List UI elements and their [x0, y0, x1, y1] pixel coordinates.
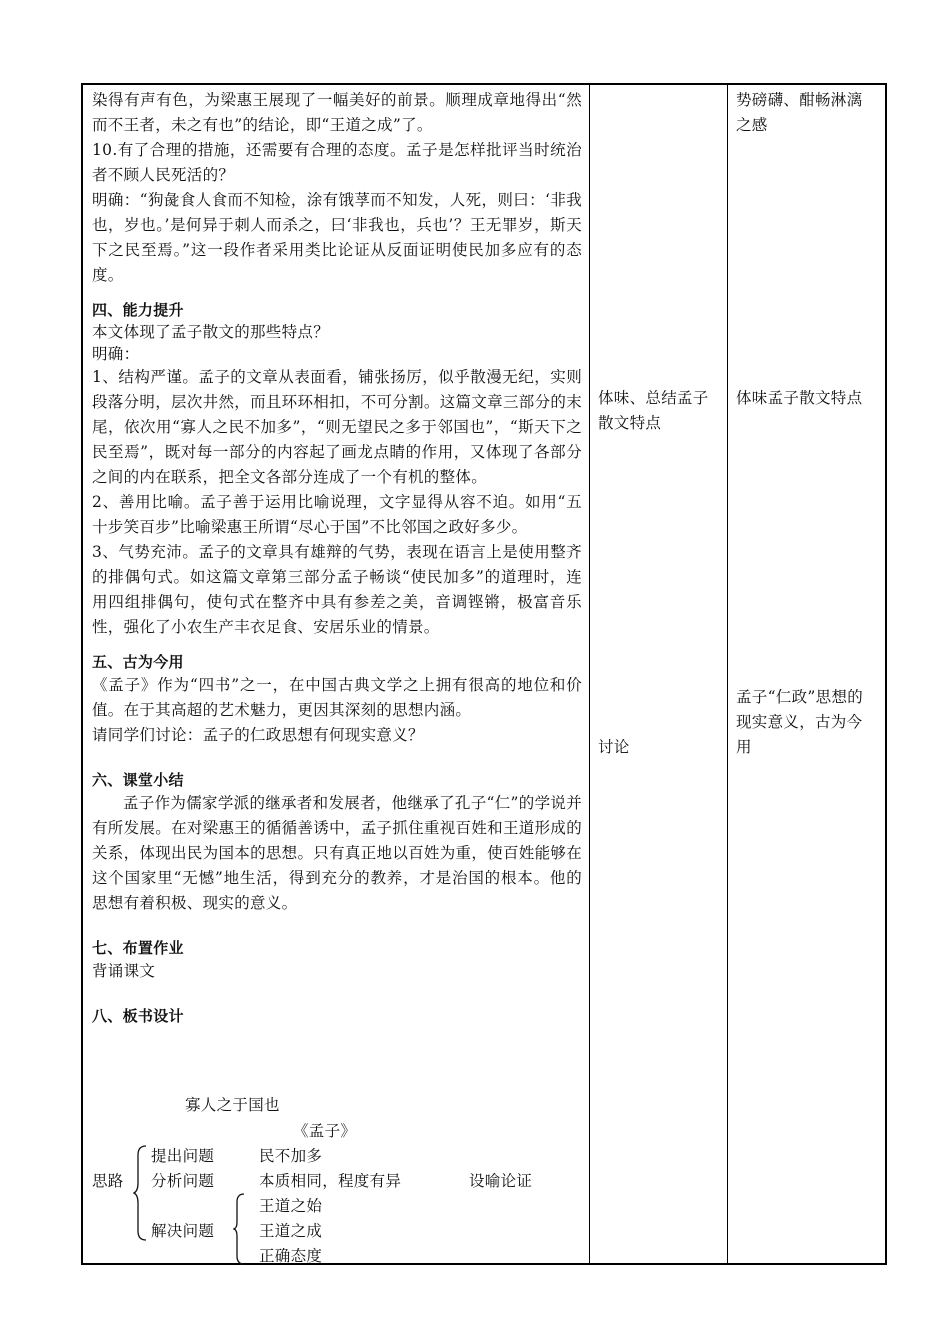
paragraph: 染得有声有色，为梁惠王展现了一幅美好的前景。顺理成章地得出“然而不王者，未之有也”的结论，即“王道之成”了。 — [92, 91, 582, 134]
section-heading: 四、能力提升 — [92, 301, 184, 319]
paragraph: 明确： — [92, 345, 140, 363]
board-answer-2: 本质相同，程度有异 — [259, 1172, 402, 1190]
paragraph: 2、善用比喻。孟子善于运用比喻说理，文字显得从容不迫。如用“五十步笑百步”比喻梁惠王所谓“尽心于国”不比邻国之政好多少。 — [92, 493, 582, 536]
intent-cell: 孟子“仁政”思想的现实意义，古为今用 — [736, 688, 864, 756]
board-answer-3: 王道之始 — [259, 1197, 323, 1215]
section-heading: 八、板书设计 — [92, 1007, 184, 1025]
activity-cell: 讨论 — [598, 738, 630, 756]
paragraph: 《孟子》作为“四书”之一，在中国古典文学之上拥有很高的地位和价值。在于其高超的艺术魅力，更因其深刻的思想内涵。 — [92, 676, 582, 719]
board-design — [83, 85, 583, 1263]
column-divider — [727, 85, 728, 1263]
board-step-1: 提出问题 — [151, 1147, 215, 1165]
paragraph: 明确：“狗彘食人食而不知检，涂有饿莩而不知发，人死，则曰：‘非我也，岁也。’是何异于刺人而杀之，曰‘非我也，兵也’？王无罪岁，斯天下之民至焉。”这一段作者采用类比论证从反面证明使民加多应有的态度。 — [92, 191, 582, 284]
brace-icon — [233, 1192, 247, 1266]
activity-cell: 体味、总结孟子散文特点 — [598, 389, 709, 432]
paragraph: 1、结构严谨。孟子的文章从表面看，铺张扬厉，似乎散漫无纪，实则段落分明，层次井然，而且环环相扣，不可分割。这篇文章三部分的末尾，依次用“寡人之民不加多”，“则无望民之多于邻国也”，“斯天下之民至焉”，既对每一部分的内容起了画龙点睛的作用，又体现了各部分之间的内在联系，把全文各部分连成了一个有机的整体。 — [92, 368, 582, 486]
brace-icon — [133, 1143, 149, 1243]
paragraph: 10.有了合理的措施，还需要有合理的态度。孟子是怎样批评当时统治者不顾人民死活的？ — [92, 141, 582, 184]
board-answer-5: 正确态度 — [259, 1247, 323, 1265]
column-divider — [589, 85, 590, 1263]
paragraph: 本文体现了孟子散文的那些特点？ — [92, 323, 330, 341]
section-heading: 七、布置作业 — [92, 939, 184, 957]
board-step-2: 分析问题 — [151, 1172, 215, 1190]
intent-cell: 体味孟子散文特点 — [736, 389, 863, 407]
board-step-3: 解决问题 — [151, 1222, 215, 1240]
intent-cell: 势磅礴、酣畅淋漓之感 — [736, 91, 863, 134]
board-answer-1: 民不加多 — [259, 1147, 323, 1165]
board-book: 《孟子》 — [293, 1122, 357, 1140]
board-method: 设喻论证 — [469, 1172, 533, 1190]
lesson-table — [81, 83, 887, 1265]
paragraph: 3、气势充沛。孟子的文章具有雄辩的气势，表现在语言上是使用整齐的排偶句式。如这篇文章第三部分孟子畅谈“使民加多”的道理时，连用四组排偶句，使句式在整齐中具有参差之美，音调铿锵，极富音乐性，强化了小农生产丰衣足食、安居乐业的情景。 — [92, 543, 582, 636]
board-answer-4: 王道之成 — [259, 1222, 323, 1240]
section-heading: 五、古为今用 — [92, 653, 184, 671]
section-heading: 六、课堂小结 — [92, 771, 184, 789]
paragraph: 孟子作为儒家学派的继承者和发展者，他继承了孔子“仁”的学说并有所发展。在对梁惠王的循循善诱中，孟子抓住重视百姓和王道形成的关系，体现出民为国本的思想。只有真正地以百姓为重，使百姓能够在这个国家里“无憾”地生活，得到充分的教养，才是治国的根本。他的思想有着积极、现实的意义。 — [92, 794, 582, 912]
paragraph: 背诵课文 — [92, 962, 156, 980]
board-title: 寡人之于国也 — [185, 1096, 280, 1114]
paragraph: 请同学们讨论：孟子的仁政思想有何现实意义？ — [92, 726, 424, 744]
board-silu-label: 思路 — [92, 1172, 124, 1190]
